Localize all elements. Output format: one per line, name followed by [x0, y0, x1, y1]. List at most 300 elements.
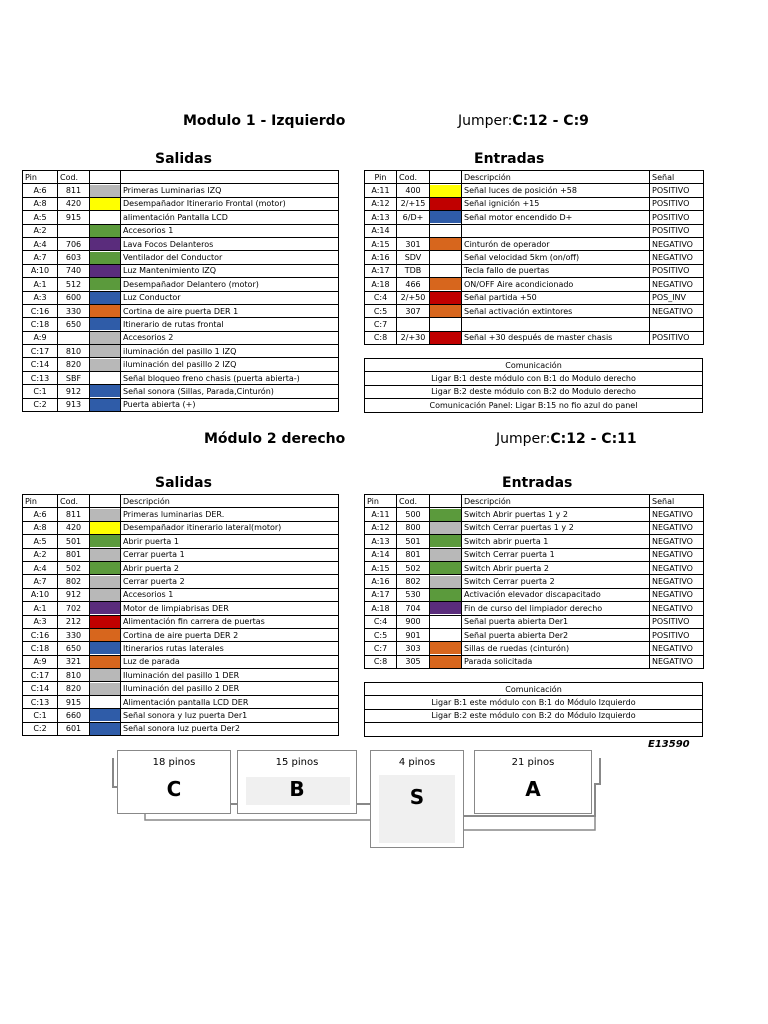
table-row — [23, 224, 339, 237]
table-row — [365, 655, 704, 668]
header-cell: Cod. — [397, 495, 430, 508]
code-cell: 502 — [58, 561, 90, 574]
wire-color-swatch — [430, 615, 462, 628]
pin-cell: A:18 — [365, 602, 397, 615]
signal-cell: POSITIVO — [650, 224, 704, 237]
code-cell: 704 — [397, 602, 430, 615]
pin-cell: A:18 — [365, 278, 397, 291]
table-row — [365, 184, 704, 197]
pin-cell: A:13 — [365, 535, 397, 548]
signal-cell: NEGATIVO — [650, 508, 704, 521]
table-row — [23, 398, 339, 411]
signal-cell: NEGATIVO — [650, 602, 704, 615]
wire-color-swatch — [430, 251, 462, 264]
description-cell: Señal bloqueo freno chasis (puerta abierta-) — [121, 371, 339, 384]
connector-a — [474, 750, 592, 814]
pin-cell: C:1 — [23, 709, 58, 722]
code-cell: 900 — [397, 615, 430, 628]
table-row — [23, 615, 339, 628]
signal-cell: POS_INV — [650, 291, 704, 304]
description-cell: iluminación del pasillo 2 IZQ — [121, 358, 339, 371]
code-cell: 601 — [58, 722, 90, 735]
header-cell — [430, 495, 462, 508]
description-cell: Señal luces de posición +58 — [462, 184, 650, 197]
wire-color-swatch — [430, 331, 462, 344]
table-row — [23, 722, 339, 735]
pin-cell: C:14 — [23, 358, 58, 371]
header-cell — [90, 171, 121, 184]
pin-cell: A:1 — [23, 602, 58, 615]
header-cell — [430, 171, 462, 184]
code-cell: 512 — [58, 278, 90, 291]
wire-color-swatch — [90, 251, 121, 264]
table-row — [23, 291, 339, 304]
pin-cell: C:18 — [23, 642, 58, 655]
code-cell: SDV — [397, 251, 430, 264]
code-cell: 811 — [58, 508, 90, 521]
pin-cell: C:2 — [23, 722, 58, 735]
pin-cell: C:16 — [23, 304, 58, 317]
wire-color-swatch — [430, 291, 462, 304]
table-row — [23, 278, 339, 291]
module2-communication — [364, 682, 703, 737]
description-cell: Alimentación fin carrera de puertas — [121, 615, 339, 628]
pin-cell: C:16 — [23, 628, 58, 641]
code-cell: 702 — [58, 602, 90, 615]
description-cell: Señal activación extintores — [462, 304, 650, 317]
wire-color-swatch — [90, 237, 121, 250]
code-cell: 420 — [58, 197, 90, 210]
connector-s — [370, 750, 464, 848]
description-cell: Lava Focos Delanteros — [121, 237, 339, 250]
description-cell: Señal puerta abierta Der1 — [462, 615, 650, 628]
wire-color-swatch — [90, 224, 121, 237]
table-row — [23, 682, 339, 695]
description-cell: Fin de curso del limpiador derecho — [462, 602, 650, 615]
code-cell: 530 — [397, 588, 430, 601]
table-row — [23, 385, 339, 398]
table-row — [23, 508, 339, 521]
wire-color-swatch — [90, 398, 121, 411]
table-row — [23, 709, 339, 722]
table-row — [23, 588, 339, 601]
description-cell: Itinerarios rutas laterales — [121, 642, 339, 655]
table-row — [23, 535, 339, 548]
module2-outputs-table — [22, 494, 339, 736]
table-row — [365, 508, 704, 521]
comm-line: Ligar B:2 este módulo con B:2 do Módulo Izquierdo — [365, 709, 703, 722]
table-row — [23, 561, 339, 574]
code-cell: 303 — [397, 642, 430, 655]
code-cell: 820 — [58, 358, 90, 371]
table-row — [23, 304, 339, 317]
wire-color-swatch — [90, 304, 121, 317]
header-cell: Pin — [365, 171, 397, 184]
table-row — [365, 642, 704, 655]
wire-color-swatch — [90, 278, 121, 291]
wire-color-swatch — [90, 588, 121, 601]
code-cell: 912 — [58, 588, 90, 601]
code-cell: 420 — [58, 521, 90, 534]
code-cell: 501 — [58, 535, 90, 548]
wire-color-swatch — [430, 318, 462, 331]
description-cell: Switch abrir puerta 1 — [462, 535, 650, 548]
table-row — [23, 358, 339, 371]
description-cell: alimentación Pantalla LCD — [121, 211, 339, 224]
pin-cell: A:2 — [23, 548, 58, 561]
wire-color-swatch — [90, 197, 121, 210]
table-row — [23, 642, 339, 655]
description-cell: Desempañador itinerario lateral(motor) — [121, 521, 339, 534]
header-cell: Señal — [650, 171, 704, 184]
description-cell: Switch Abrir puertas 1 y 2 — [462, 508, 650, 521]
description-cell: Señal velocidad 5km (on/off) — [462, 251, 650, 264]
connector-c — [117, 750, 231, 814]
pin-cell: A:12 — [365, 197, 397, 210]
pin-cell: A:16 — [365, 575, 397, 588]
wire-color-swatch — [430, 642, 462, 655]
code-cell: 810 — [58, 669, 90, 682]
description-cell: Cinturón de operador — [462, 237, 650, 250]
module1-jumper: Jumper:C:12 - C:9 — [458, 113, 589, 129]
diagram-code: E13590 — [648, 739, 690, 750]
comm-title: Comunicación — [365, 683, 703, 696]
table-row — [23, 695, 339, 708]
description-cell: Cerrar puerta 1 — [121, 548, 339, 561]
module2-jumper: Jumper:C:12 - C:11 — [496, 431, 637, 447]
table-row — [365, 535, 704, 548]
description-cell: Abrir puerta 1 — [121, 535, 339, 548]
table-row — [365, 548, 704, 561]
description-cell: Parada solicitada — [462, 655, 650, 668]
pin-cell: A:7 — [23, 575, 58, 588]
wire-color-swatch — [90, 345, 121, 358]
pin-cell: A:1 — [23, 278, 58, 291]
code-cell: 400 — [397, 184, 430, 197]
signal-cell: POSITIVO — [650, 615, 704, 628]
signal-cell: NEGATIVO — [650, 278, 704, 291]
pin-cell: A:11 — [365, 508, 397, 521]
table-row — [365, 575, 704, 588]
table-row — [23, 331, 339, 344]
wire-color-swatch — [430, 278, 462, 291]
description-cell: Señal +30 después de master chasis — [462, 331, 650, 344]
description-cell: Señal ignición +15 — [462, 197, 650, 210]
description-cell: Cortina de aire puerta DER 1 — [121, 304, 339, 317]
description-cell: Iluminación del pasillo 2 DER — [121, 682, 339, 695]
module2-outputs-title: Salidas — [155, 475, 212, 491]
description-cell: Señal sonora y luz puerta Der1 — [121, 709, 339, 722]
code-cell: 740 — [58, 264, 90, 277]
pin-cell: A:9 — [23, 331, 58, 344]
pin-cell: A:5 — [23, 211, 58, 224]
description-cell: Desempañador Delantero (motor) — [121, 278, 339, 291]
code-cell — [58, 224, 90, 237]
description-cell: Señal partida +50 — [462, 291, 650, 304]
pin-cell: C:18 — [23, 318, 58, 331]
pin-cell: C:5 — [365, 628, 397, 641]
pin-cell: A:8 — [23, 521, 58, 534]
description-cell: Cortina de aire puerta DER 2 — [121, 628, 339, 641]
code-cell: 307 — [397, 304, 430, 317]
wire-color-swatch — [90, 548, 121, 561]
pin-cell: A:6 — [23, 508, 58, 521]
wire-color-swatch — [430, 575, 462, 588]
code-cell: 811 — [58, 184, 90, 197]
wire-color-swatch — [430, 184, 462, 197]
pin-cell: A:5 — [23, 535, 58, 548]
module1-inputs-title: Entradas — [474, 151, 545, 167]
pin-cell: A:2 — [23, 224, 58, 237]
code-cell: 901 — [397, 628, 430, 641]
wire-color-swatch — [90, 561, 121, 574]
signal-cell: NEGATIVO — [650, 251, 704, 264]
wire-color-swatch — [90, 521, 121, 534]
table-row — [23, 371, 339, 384]
pin-cell: C:7 — [365, 318, 397, 331]
pin-cell: C:7 — [365, 642, 397, 655]
code-cell: SBF — [58, 371, 90, 384]
comm-line: Ligar B:1 este módulo con B:1 do Módulo Izquierdo — [365, 696, 703, 709]
wire-color-swatch — [90, 709, 121, 722]
signal-cell: NEGATIVO — [650, 521, 704, 534]
code-cell: 913 — [58, 398, 90, 411]
header-cell: Pin — [23, 495, 58, 508]
module2-inputs-title: Entradas — [502, 475, 573, 491]
module1-title: Modulo 1 - Izquierdo — [183, 113, 346, 129]
wire-color-swatch — [430, 628, 462, 641]
wire-color-swatch — [90, 331, 121, 344]
pin-cell: A:8 — [23, 197, 58, 210]
table-row — [365, 615, 704, 628]
wire-color-swatch — [90, 291, 121, 304]
table-row — [23, 655, 339, 668]
comm-line — [365, 723, 703, 736]
wire-color-swatch — [90, 695, 121, 708]
pin-cell: C:13 — [23, 371, 58, 384]
wire-color-swatch — [430, 535, 462, 548]
description-cell: Primeras luminarias DER. — [121, 508, 339, 521]
description-cell: Luz Mantenimiento IZQ — [121, 264, 339, 277]
description-cell: Desempañador Itinerario Frontal (motor) — [121, 197, 339, 210]
description-cell: Switch Cerrar puerta 2 — [462, 575, 650, 588]
description-cell: Primeras Luminarias IZQ — [121, 184, 339, 197]
code-cell: 915 — [58, 211, 90, 224]
pin-cell: A:4 — [23, 237, 58, 250]
connector-letter: A — [525, 777, 541, 801]
connector-pins: 15 pinos — [275, 757, 319, 768]
wire-color-swatch — [430, 211, 462, 224]
table-row — [23, 197, 339, 210]
description-cell: iluminación del pasillo 1 IZQ — [121, 345, 339, 358]
code-cell: 912 — [58, 385, 90, 398]
signal-cell: NEGATIVO — [650, 588, 704, 601]
header-cell — [121, 171, 339, 184]
description-cell: Alimentación pantalla LCD DER — [121, 695, 339, 708]
header-cell: Descripción — [121, 495, 339, 508]
connector-pins: 21 pinos — [511, 757, 555, 768]
code-cell: 500 — [397, 508, 430, 521]
signal-cell: NEGATIVO — [650, 237, 704, 250]
connector-b — [237, 750, 357, 814]
header-cell: Pin — [365, 495, 397, 508]
pin-cell: A:6 — [23, 184, 58, 197]
table-row — [23, 211, 339, 224]
pin-cell: A:13 — [365, 211, 397, 224]
table-row — [365, 304, 704, 317]
table-row — [23, 521, 339, 534]
table-row — [365, 318, 704, 331]
wire-color-swatch — [430, 304, 462, 317]
wire-color-swatch — [90, 264, 121, 277]
code-cell: 603 — [58, 251, 90, 264]
table-row — [23, 184, 339, 197]
table-row — [365, 521, 704, 534]
wire-color-swatch — [90, 318, 121, 331]
code-cell: 2/+15 — [397, 197, 430, 210]
code-cell: 650 — [58, 318, 90, 331]
table-row — [365, 561, 704, 574]
pin-cell: A:3 — [23, 615, 58, 628]
code-cell: 330 — [58, 304, 90, 317]
wire-color-swatch — [90, 642, 121, 655]
pin-cell: A:4 — [23, 561, 58, 574]
connector-letter: C — [166, 777, 182, 801]
pin-cell: C:8 — [365, 331, 397, 344]
table-row — [23, 345, 339, 358]
header-cell: Descripción — [462, 171, 650, 184]
signal-cell: NEGATIVO — [650, 535, 704, 548]
code-cell: 321 — [58, 655, 90, 668]
code-cell: 301 — [397, 237, 430, 250]
table-row — [365, 237, 704, 250]
pin-cell: C:4 — [365, 291, 397, 304]
wire-color-swatch — [90, 385, 121, 398]
wire-color-swatch — [90, 211, 121, 224]
signal-cell: POSITIVO — [650, 628, 704, 641]
description-cell: Accesorios 2 — [121, 331, 339, 344]
description-cell — [462, 318, 650, 331]
wire-color-swatch — [430, 602, 462, 615]
pin-cell: A:16 — [365, 251, 397, 264]
connector-letter: S — [409, 785, 425, 809]
wire-color-swatch — [430, 224, 462, 237]
code-cell: 802 — [58, 575, 90, 588]
comm-title: Comunicación — [365, 359, 703, 372]
header-cell: Cod. — [397, 171, 430, 184]
description-cell: Switch Abrir puerta 2 — [462, 561, 650, 574]
description-cell: ON/OFF Aire acondicionado — [462, 278, 650, 291]
pin-cell: C:13 — [23, 695, 58, 708]
pin-cell: A:11 — [365, 184, 397, 197]
code-cell: 706 — [58, 237, 90, 250]
comm-line: Ligar B:1 deste módulo con B:1 do Modulo derecho — [365, 372, 703, 385]
wire-color-swatch — [90, 669, 121, 682]
wire-color-swatch — [90, 184, 121, 197]
signal-cell: NEGATIVO — [650, 642, 704, 655]
description-cell: Activación elevador discapacitado — [462, 588, 650, 601]
table-row — [365, 291, 704, 304]
wire-color-swatch — [90, 535, 121, 548]
module1-communication — [364, 358, 703, 413]
description-cell: Puerta abierta (+) — [121, 398, 339, 411]
description-cell: Accesorios 1 — [121, 224, 339, 237]
table-row — [23, 548, 339, 561]
wire-color-swatch — [90, 575, 121, 588]
code-cell — [397, 318, 430, 331]
description-cell: Señal motor encendido D+ — [462, 211, 650, 224]
table-row — [23, 628, 339, 641]
comm-line: Comunicación Panel: Ligar B:15 no fio azul do panel — [365, 399, 703, 412]
pin-cell: A:10 — [23, 588, 58, 601]
pin-cell: C:5 — [365, 304, 397, 317]
wire-color-swatch — [430, 264, 462, 277]
signal-cell: NEGATIVO — [650, 575, 704, 588]
connector-pins: 18 pinos — [152, 757, 196, 768]
signal-cell: NEGATIVO — [650, 655, 704, 668]
header-cell: Cod. — [58, 495, 90, 508]
header-cell: Cod. — [58, 171, 90, 184]
pin-cell: A:3 — [23, 291, 58, 304]
module2-inputs-table — [364, 494, 704, 669]
description-cell: Luz Conductor — [121, 291, 339, 304]
pin-cell: C:17 — [23, 345, 58, 358]
description-cell: Cerrar puerta 2 — [121, 575, 339, 588]
table-row — [365, 602, 704, 615]
description-cell: Tecla fallo de puertas — [462, 264, 650, 277]
table-row — [365, 264, 704, 277]
code-cell: 6/D+ — [397, 211, 430, 224]
description-cell: Motor de limpiabrisas DER — [121, 602, 339, 615]
description-cell: Señal sonora (Sillas, Parada,Cinturón) — [121, 385, 339, 398]
signal-cell: NEGATIVO — [650, 548, 704, 561]
wire-color-swatch — [430, 548, 462, 561]
pin-cell: A:9 — [23, 655, 58, 668]
pin-cell: A:12 — [365, 521, 397, 534]
table-row — [365, 628, 704, 641]
pin-cell: C:4 — [365, 615, 397, 628]
wire-color-swatch — [90, 602, 121, 615]
wire-color-swatch — [90, 358, 121, 371]
signal-cell: NEGATIVO — [650, 304, 704, 317]
module1-outputs-table — [22, 170, 339, 412]
table-row — [365, 211, 704, 224]
description-cell: Switch Cerrar puerta 1 — [462, 548, 650, 561]
connector-letter: B — [289, 777, 305, 801]
table-row — [365, 278, 704, 291]
module2-title: Módulo 2 derecho — [204, 431, 346, 447]
description-cell: Switch Cerrar puertas 1 y 2 — [462, 521, 650, 534]
wire-color-swatch — [90, 655, 121, 668]
wire-color-swatch — [90, 371, 121, 384]
wire-color-swatch — [90, 628, 121, 641]
table-row — [23, 264, 339, 277]
description-cell: Señal puerta abierta Der2 — [462, 628, 650, 641]
code-cell: 2/+50 — [397, 291, 430, 304]
signal-cell: POSITIVO — [650, 197, 704, 210]
wire-color-swatch — [90, 722, 121, 735]
table-row — [23, 575, 339, 588]
signal-cell: POSITIVO — [650, 264, 704, 277]
wire-color-swatch — [90, 682, 121, 695]
pin-cell: C:2 — [23, 398, 58, 411]
pin-cell: A:7 — [23, 251, 58, 264]
code-cell: 810 — [58, 345, 90, 358]
comm-line: Ligar B:2 deste módulo con B:2 do Modulo derecho — [365, 385, 703, 398]
signal-cell — [650, 318, 704, 331]
code-cell — [58, 331, 90, 344]
description-cell: Sillas de ruedas (cinturón) — [462, 642, 650, 655]
